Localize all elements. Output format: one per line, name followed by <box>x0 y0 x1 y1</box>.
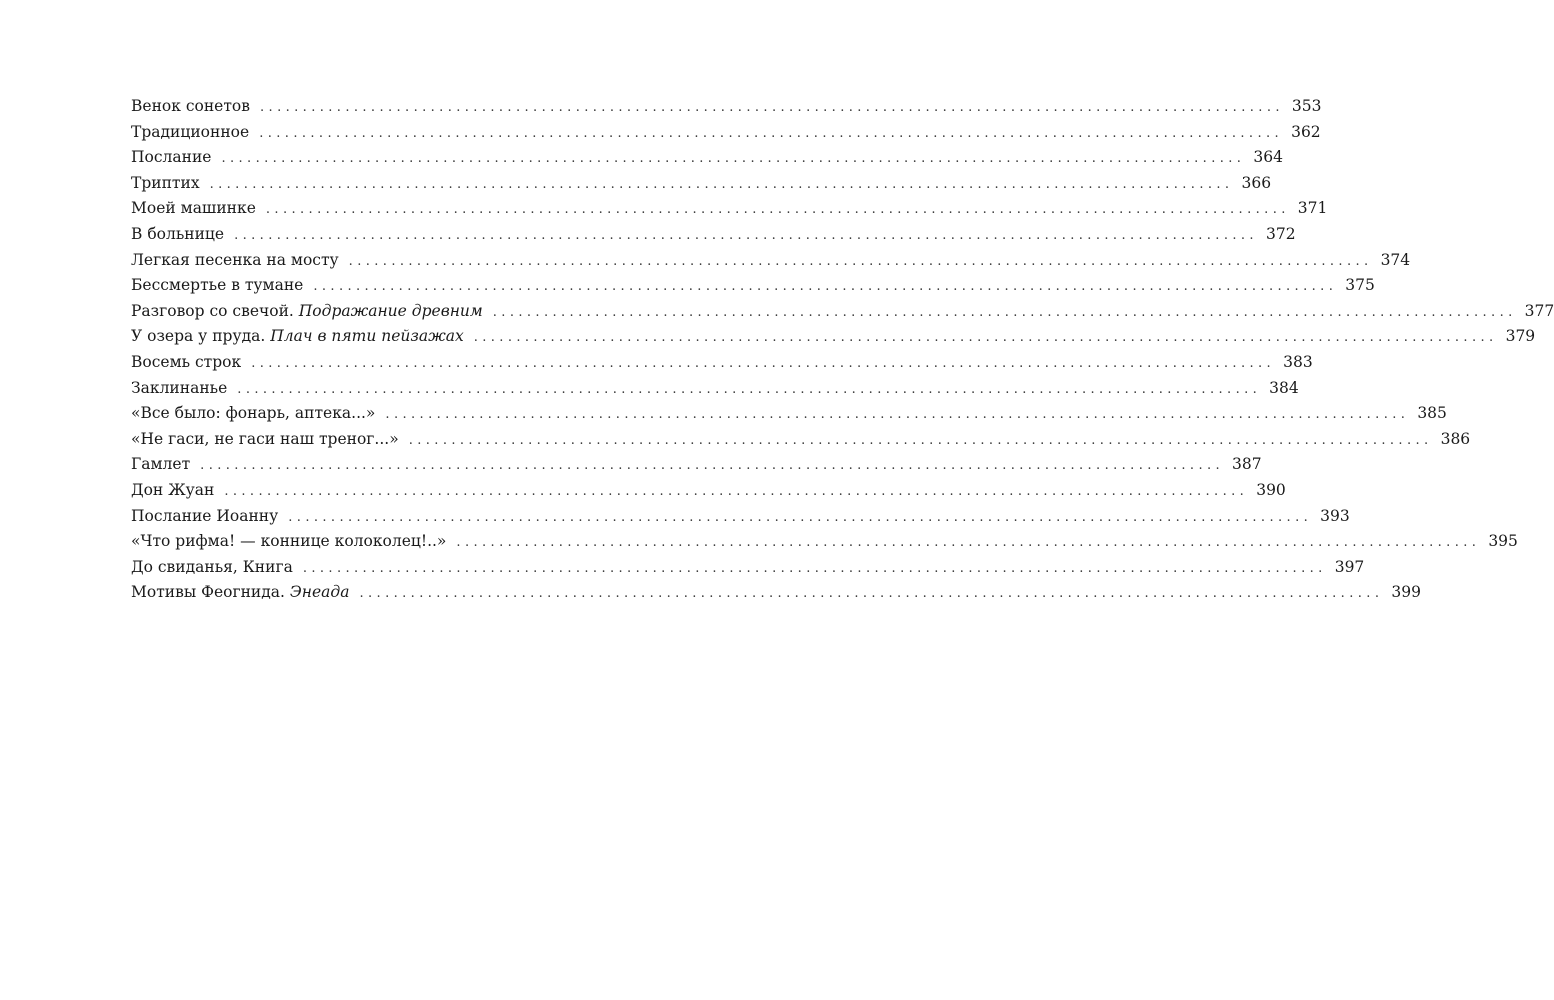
toc-entry-page-number: 377 <box>1524 301 1554 320</box>
toc-entry-title-text: В больнице <box>131 224 225 243</box>
toc-entry-page-number: 393 <box>1320 506 1350 525</box>
toc-entry <box>131 273 1375 299</box>
toc-entry <box>131 299 1554 325</box>
toc-entry <box>131 555 1365 581</box>
toc-entry-title-text: Разговор со свечой. <box>131 301 294 320</box>
toc-entry <box>131 427 1471 453</box>
toc-entry-subtitle: Плач в пяти пейзажах <box>270 327 464 346</box>
toc-entry-title-text: Моей машинке <box>131 199 256 218</box>
toc-entry-title <box>131 504 278 530</box>
toc-entry <box>131 171 1272 197</box>
dot-leader: ........................................................................................................................ <box>234 227 1258 243</box>
toc-entry-page-number: 385 <box>1417 404 1447 423</box>
toc-entry-page-number: 379 <box>1505 327 1536 346</box>
toc-entry-title <box>131 222 224 248</box>
dot-leader: ........................................................................................................................ <box>302 560 1327 576</box>
dot-leader: ........................................................................................................................ <box>408 432 1433 448</box>
toc-entry-title <box>131 171 200 197</box>
toc-entry-title <box>131 324 464 350</box>
toc-entry-page-number: 372 <box>1265 224 1296 243</box>
dot-leader: ........................................................................................................................ <box>209 176 1234 192</box>
table-of-contents <box>131 94 1554 606</box>
dot-leader: ........................................................................................................................ <box>288 509 1313 525</box>
toc-entry <box>131 350 1313 376</box>
toc-entry-title <box>131 478 214 504</box>
toc-entry-title-text: Легкая песенка на мосту <box>131 250 339 269</box>
toc-entry <box>131 478 1286 504</box>
toc-entry-title-text: Дон Жуан <box>131 480 215 499</box>
toc-entry <box>131 376 1299 402</box>
toc-entry-page-number: 371 <box>1297 199 1328 218</box>
dot-leader: ........................................................................................................................ <box>265 202 1290 218</box>
toc-entry-page-number: 387 <box>1232 455 1262 474</box>
toc-entry <box>131 529 1518 555</box>
toc-entry-page-number: 390 <box>1256 480 1286 499</box>
toc-entry-title <box>131 145 211 171</box>
toc-entry-title <box>131 299 483 325</box>
toc-entry <box>131 401 1447 427</box>
toc-entry-title-text: До свиданья, Книга <box>131 557 293 576</box>
toc-entry-page-number: 399 <box>1391 583 1421 602</box>
dot-leader: ........................................................................................................................ <box>224 483 1249 499</box>
dot-leader: ........................................................................................................................ <box>492 304 1517 320</box>
toc-entry-title-text: Восемь строк <box>131 352 242 371</box>
toc-entry-title-text: У озера у пруда. <box>131 327 266 346</box>
toc-entry-title <box>131 452 190 478</box>
toc-entry <box>131 324 1536 350</box>
toc-entry-title <box>131 580 349 606</box>
toc-entry-title <box>131 196 256 222</box>
dot-leader: ........................................................................................................................ <box>251 355 1276 371</box>
toc-entry-title-text: Послание <box>131 148 212 167</box>
toc-entry-title <box>131 273 303 299</box>
dot-leader: ........................................................................................................................ <box>359 586 1384 602</box>
toc-entry-page-number: 374 <box>1380 250 1411 269</box>
dot-leader: ........................................................................................................................ <box>473 330 1498 346</box>
toc-entry <box>131 196 1328 222</box>
toc-entry-page-number: 353 <box>1291 97 1322 115</box>
toc-entry-subtitle: Энеада <box>289 583 350 602</box>
toc-entry-title-text: «Не гаси, не гаси наш треног...» <box>131 429 399 448</box>
dot-leader: ........................................................................................................................ <box>456 535 1481 551</box>
toc-entry-title-text: Бессмертье в тумане <box>131 276 304 295</box>
toc-entry-title <box>131 94 250 120</box>
toc-entry-title <box>131 555 293 581</box>
toc-entry-page-number: 397 <box>1334 557 1365 576</box>
toc-entry-title-text: Венок сонетов <box>131 97 250 115</box>
toc-entry-page-number: 395 <box>1488 532 1518 551</box>
toc-entry-page-number: 386 <box>1440 429 1471 448</box>
toc-entry <box>131 120 1321 146</box>
dot-leader: ........................................................................................................................ <box>385 407 1410 423</box>
toc-entry-title <box>131 120 249 146</box>
toc-entry <box>131 145 1283 171</box>
dot-leader: ........................................................................................................................ <box>313 279 1338 295</box>
toc-entry-title <box>131 401 375 427</box>
toc-entry-title-text: Гамлет <box>131 455 191 474</box>
dot-leader: ........................................................................................................................ <box>237 381 1262 397</box>
toc-entry <box>131 94 1322 120</box>
toc-entry-page-number: 364 <box>1253 148 1283 167</box>
dot-leader: ........................................................................................................................ <box>260 100 1284 115</box>
toc-entry-title-text: Послание Иоанну <box>131 506 279 525</box>
toc-entry-title-text: «Все было: фонарь, аптека...» <box>131 404 376 423</box>
toc-entry-subtitle: Подражание древним <box>298 301 483 320</box>
dot-leader: ........................................................................................................................ <box>259 125 1284 141</box>
toc-entry-title <box>131 427 399 453</box>
toc-entry-title <box>131 376 227 402</box>
dot-leader: ........................................................................................................................ <box>348 253 1373 269</box>
toc-entry-page-number: 366 <box>1241 173 1272 192</box>
toc-entry <box>131 504 1350 530</box>
dot-leader: ........................................................................................................................ <box>200 458 1225 474</box>
toc-entry-title-text: «Что рифма! — коннице колоколец!..» <box>131 532 447 551</box>
toc-entry-page-number: 383 <box>1283 352 1313 371</box>
toc-entry <box>131 452 1262 478</box>
toc-entry-title <box>131 529 446 555</box>
toc-entry-title-text: Триптих <box>131 173 200 192</box>
toc-entry-title-text: Мотивы Феогнида. <box>131 583 285 602</box>
toc-entry <box>131 580 1421 606</box>
toc-entry-title <box>131 248 339 274</box>
toc-entry <box>131 248 1411 274</box>
toc-entry-title-text: Заклинанье <box>131 378 228 397</box>
toc-entry <box>131 222 1296 248</box>
toc-entry-page-number: 384 <box>1269 378 1299 397</box>
toc-entry-page-number: 375 <box>1345 276 1375 295</box>
toc-entry-title-text: Традиционное <box>131 122 250 141</box>
dot-leader: ........................................................................................................................ <box>221 151 1246 167</box>
toc-entry-page-number: 362 <box>1291 122 1321 141</box>
toc-entry-title <box>131 350 241 376</box>
